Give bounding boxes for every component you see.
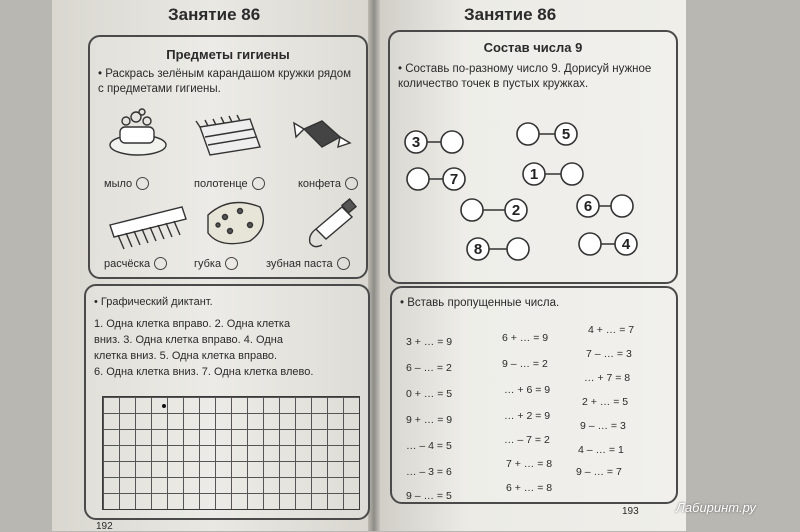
pair-7-left-num: 8 bbox=[473, 241, 483, 258]
dictation-line-4: 6. Одна клетка вниз. 7. Одна клетка влево. bbox=[94, 366, 314, 378]
soap-circle[interactable] bbox=[136, 177, 149, 190]
towel-icon bbox=[196, 115, 260, 155]
towel-circle[interactable] bbox=[252, 177, 265, 190]
toothpaste-icon bbox=[310, 199, 356, 247]
dictation-grid[interactable] bbox=[102, 396, 360, 510]
hygiene-pictures bbox=[90, 107, 366, 277]
right-page-number: 193 bbox=[622, 506, 639, 517]
dictation-line-2: вниз. 3. Одна клетка вправо. 4. Одна bbox=[94, 334, 283, 346]
ex-c1-3: 0 + … = 5 bbox=[406, 388, 453, 400]
comb-circle[interactable] bbox=[154, 257, 167, 270]
composition-title: Состав числа 9 bbox=[483, 40, 583, 55]
watermark: Лабиринт.ру bbox=[676, 500, 756, 515]
ex-c3-3: … + 7 = 8 bbox=[584, 372, 631, 384]
ex-c1-7: 9 – … = 5 bbox=[406, 490, 452, 502]
composition-box bbox=[388, 30, 678, 284]
sponge-icon bbox=[208, 203, 263, 244]
missing-numbers-box bbox=[390, 286, 678, 504]
ex-c2-2: 9 – … = 2 bbox=[502, 358, 548, 370]
candy-circle[interactable] bbox=[345, 177, 358, 190]
dictation-box bbox=[84, 284, 370, 520]
soap-icon bbox=[110, 109, 166, 155]
toothpaste-label-row bbox=[266, 257, 350, 270]
ex-c3-5: 9 – … = 3 bbox=[580, 420, 626, 432]
hygiene-instruction: • Раскрась зелёным карандашом кружки рядом с предметами гигиены. bbox=[98, 68, 352, 95]
pair-6-blank bbox=[577, 195, 633, 217]
dictation-lead: • Графический диктант. bbox=[94, 296, 213, 308]
pair-1-left-num: 3 bbox=[411, 134, 421, 151]
comb-label-row bbox=[104, 257, 167, 270]
pair-blank-5 bbox=[517, 123, 577, 145]
pair-1-blank bbox=[523, 163, 583, 185]
comb-label: расчёска bbox=[104, 257, 151, 270]
ex-c3-4: 2 + … = 5 bbox=[582, 396, 629, 408]
pair-5-right-num: 2 bbox=[511, 202, 521, 219]
pair-3-blank bbox=[405, 131, 463, 153]
ex-c3-2: 7 – … = 3 bbox=[586, 348, 632, 360]
grid-start-dot bbox=[162, 404, 166, 408]
left-page-heading: Занятие 86 bbox=[168, 5, 261, 24]
sponge-circle[interactable] bbox=[225, 257, 238, 270]
ex-c2-7: 6 + … = 8 bbox=[506, 482, 553, 494]
pair-2-right-num: 5 bbox=[561, 126, 571, 143]
pair-blank-2 bbox=[461, 199, 527, 221]
ex-c1-1: 3 + … = 9 bbox=[406, 336, 453, 348]
towel-label: полотенце bbox=[194, 177, 248, 190]
pair-4-left-num: 1 bbox=[529, 166, 539, 183]
left-page-number: 192 bbox=[96, 521, 113, 532]
ex-c1-5: … – 4 = 5 bbox=[406, 440, 452, 452]
hygiene-title: Предметы гигиены bbox=[166, 47, 290, 62]
number-pairs bbox=[390, 112, 676, 282]
ex-c3-7: 9 – … = 7 bbox=[576, 466, 622, 478]
ex-c1-6: … – 3 = 6 bbox=[406, 466, 452, 478]
toothpaste-label: зубная паста bbox=[266, 257, 333, 270]
pair-3-right-num: 7 bbox=[449, 171, 459, 188]
comb-icon bbox=[110, 207, 186, 249]
ex-c2-4: … + 2 = 9 bbox=[504, 410, 551, 422]
sponge-label: губка bbox=[194, 257, 222, 270]
pair-blank-4 bbox=[579, 233, 637, 255]
ex-c2-5: … – 7 = 2 bbox=[504, 434, 550, 446]
pair-6-left-num: 6 bbox=[583, 198, 593, 215]
missing-instruction: • Вставь пропущенные числа. bbox=[400, 297, 560, 309]
composition-instruction: • Составь по-разному число 9. Дорисуй нужное количество точек в пустых кружках. bbox=[398, 63, 652, 90]
right-page-heading: Занятие 86 bbox=[464, 5, 557, 24]
candy-icon bbox=[294, 121, 350, 147]
candy-label-row bbox=[298, 177, 358, 190]
pair-blank-7 bbox=[407, 168, 465, 190]
pair-8-blank bbox=[467, 238, 529, 260]
toothpaste-circle[interactable] bbox=[337, 257, 350, 270]
ex-c2-1: 6 + … = 9 bbox=[502, 332, 549, 344]
dictation-line-3: клетка вниз. 5. Одна клетка вправо. bbox=[94, 350, 278, 362]
pair-8-right-num: 4 bbox=[621, 236, 631, 253]
soap-label-row bbox=[104, 177, 149, 190]
hygiene-box bbox=[88, 35, 368, 279]
sponge-label-row bbox=[194, 257, 238, 270]
soap-label: мыло bbox=[104, 177, 133, 190]
dictation-line-1: 1. Одна клетка вправо. 2. Одна клетка bbox=[94, 318, 291, 330]
ex-c2-6: 7 + … = 8 bbox=[506, 458, 553, 470]
ex-c1-2: 6 – … = 2 bbox=[406, 362, 452, 374]
ex-c1-4: 9 + … = 9 bbox=[406, 414, 453, 426]
candy-label: конфета bbox=[298, 177, 341, 190]
towel-label-row bbox=[194, 177, 265, 190]
ex-c3-1: 4 + … = 7 bbox=[588, 324, 635, 336]
ex-c3-6: 4 – … = 1 bbox=[578, 444, 624, 456]
ex-c2-3: … + 6 = 9 bbox=[504, 384, 551, 396]
